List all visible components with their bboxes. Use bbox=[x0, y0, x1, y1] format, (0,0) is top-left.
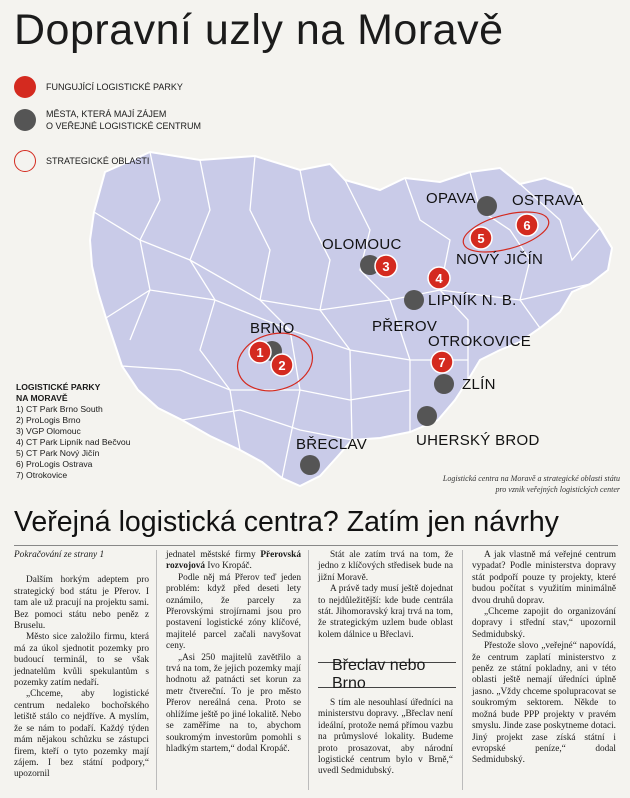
legend-label-cities-line2: O VEŘEJNÉ LOGISTICKÉ CENTRUM bbox=[46, 121, 202, 131]
parks-item: 2) ProLogis Brno bbox=[16, 415, 81, 425]
city-label-zlin: ZLÍN bbox=[462, 376, 496, 393]
city-label-ostrava: OSTRAVA bbox=[512, 192, 584, 209]
parks-item: 7) Otrokovice bbox=[16, 470, 68, 480]
park-marker-6-label: 6 bbox=[523, 218, 531, 233]
paragraph: Město sice založilo firmu, která má za úkol sjednotit pozemky pro budoucí terminál, to se však jednatelům kvůli spekulantům s pozemky zatím nedaří. bbox=[14, 632, 149, 689]
company-name: Přerovská rozvojová bbox=[166, 550, 301, 572]
parks-item: 4) CT Park Lipník nad Bečvou bbox=[16, 437, 131, 447]
city-label-prerov: PŘEROV bbox=[372, 318, 438, 335]
park-marker-2-label: 2 bbox=[278, 358, 286, 373]
red-dot-icon bbox=[14, 76, 36, 98]
paragraph: „Asi 250 majitelů zavětřilo a trvá na tom, že jejich pozemky mají hodnotu až patnácti set korun za metr čtvereční. To je pro město Přerov nereálná cena. Proto se ohlížíme ještě po jiné lokalitě. Nebo se zaměříme na to, abychom soukromým investorům pomohli s hladkým startem,“ dodal Kropáč. bbox=[166, 652, 301, 754]
paragraph: Přestože slovo „veřejné“ napovídá, že centrum zaplatí ministerstvo z peněz ze státní pokladny, ani v této oblasti ještě nemají úředníci úplně jasno. „Vždy chceme spolupracovat se soukromým sektorem. Někde to možná bude PPP projekty v pravém smyslu. Jinde zase poskytneme dotaci. Jiný projekt zase získá státní i evropské peníze,“ dodal Sedmidubský. bbox=[472, 641, 616, 766]
city-dot-breclav bbox=[300, 455, 320, 475]
parks-heading-line2: NA MORAVĚ bbox=[16, 393, 68, 403]
paragraph: „Chceme, aby logistické centrum nedaleko bochořského letiště stálo co nejdříve. A myslím, že se nám to podaří. Každý týden mám nějakou schůzku se zástupci firem, kteří o tyto pozemky mají zájem. I bez státní podpory,“ upozornil bbox=[14, 689, 149, 780]
park-marker-3 bbox=[375, 255, 397, 277]
parks-list bbox=[16, 382, 130, 481]
paragraph bbox=[166, 550, 301, 573]
article-column-1 bbox=[14, 550, 149, 781]
gray-dot-icon bbox=[14, 109, 36, 131]
continued-note: Pokračování ze strany 1 bbox=[14, 550, 105, 560]
article-column-3b bbox=[318, 698, 453, 778]
article-column-3 bbox=[318, 550, 453, 641]
legend-item-parks bbox=[14, 76, 183, 98]
park-marker-6 bbox=[516, 214, 538, 236]
paragraph-part: Ivo Kropáč. bbox=[205, 561, 252, 572]
city-dot-opava bbox=[477, 196, 497, 216]
legend-label-parks: FUNGUJÍCÍ LOGISTICKÉ PARKY bbox=[46, 82, 183, 92]
red-ring-icon bbox=[14, 150, 36, 172]
park-marker-3-label: 3 bbox=[382, 259, 390, 274]
article-column-2 bbox=[166, 550, 301, 755]
paragraph-part: jednatel městské firmy bbox=[166, 550, 261, 560]
paragraph: S tím ale nesouhlasí úředníci na ministerstvu dopravy. „Břeclav není ideální, protože nemá přímou vazbu na průmyslové lokality. Budeme proto prosazovat, aby národní logistické centrum bylo v Brně,“ uvedl Sedmidubský. bbox=[318, 698, 453, 777]
parks-item: 5) CT Park Nový Jičín bbox=[16, 448, 100, 458]
city-dot-uhersky-brod bbox=[417, 406, 437, 426]
caption-line2: pro vznik veřejných logistických center bbox=[495, 484, 620, 494]
park-marker-2 bbox=[271, 354, 293, 376]
paragraph: A právě tady musí ještě dojednat to nejdůležitější: kde bude centrála stát. Jihomoravský kraj trvá na tom, že strategickým uzlem bude oblast kolem dálnice u Břeclavi. bbox=[318, 584, 453, 640]
legend-item-areas bbox=[14, 150, 149, 172]
city-label-lipnik: LIPNÍK N. B. bbox=[428, 292, 517, 309]
parks-item: 1) CT Park Brno South bbox=[16, 404, 103, 414]
column-separator bbox=[156, 550, 157, 790]
park-marker-7-label: 7 bbox=[438, 355, 446, 370]
article-headline: Veřejná logistická centra? Zatím jen návrhy bbox=[14, 506, 559, 538]
paragraph: Podle něj má Přerov teď jeden problém: když před deseti lety oznámilo, že parcely za Přerovskými strojírnami jsou pro postavení logistické zóny klíčové, majitelé parcel začali navyšovat ceny. bbox=[166, 572, 301, 652]
city-label-opava: OPAVA bbox=[426, 190, 476, 207]
page-title: Dopravní uzly na Moravě bbox=[14, 6, 504, 54]
park-marker-1 bbox=[249, 341, 271, 363]
park-marker-7 bbox=[431, 351, 453, 373]
caption-line1: Logistická centra na Moravě a strategické oblasti státu bbox=[442, 474, 620, 483]
column-separator bbox=[308, 550, 309, 790]
city-dot-zlin bbox=[434, 374, 454, 394]
city-label-otrokovice: OTROKOVICE bbox=[428, 333, 532, 350]
park-marker-5-label: 5 bbox=[477, 231, 485, 246]
paragraph: A jak vlastně má veřejné centrum vypadat? Podle ministerstva dopravy stát podpoří pouze ty projekty, které budou počítat s využitím minimálně dvou druhů doprav. bbox=[472, 550, 616, 606]
article-column-4 bbox=[472, 550, 616, 767]
city-label-breclav: BŘECLAV bbox=[296, 436, 368, 453]
map-caption bbox=[402, 474, 620, 495]
subheading-box: Břeclav nebo Brno bbox=[318, 662, 456, 688]
park-marker-4 bbox=[428, 267, 450, 289]
park-marker-5 bbox=[470, 227, 492, 249]
column-separator bbox=[462, 550, 463, 790]
legend-label-cities-line1: MĚSTA, KTERÁ MAJÍ ZÁJEM bbox=[46, 109, 167, 119]
park-marker-1-label: 1 bbox=[256, 345, 264, 360]
city-label-olomouc: OLOMOUC bbox=[322, 236, 402, 253]
parks-heading-line1: LOGISTICKÉ PARKY bbox=[16, 382, 101, 392]
legend-label-areas: STRATEGICKÉ OBLASTI bbox=[46, 156, 150, 166]
city-label-uhersky-brod: UHERSKÝ BROD bbox=[416, 432, 540, 449]
parks-item: 3) VGP Olomouc bbox=[16, 426, 81, 436]
paragraph: „Chceme zapojit do organizování dopravy i střední stav,“ upozornil Sedmidubský. bbox=[472, 607, 616, 640]
paragraph: Dalším horkým adeptem pro strategický bod státu je Přerov. I tam ale už pracují na projektu sami. Bez pomoci státu nebo peněz z Bruselu. bbox=[14, 575, 149, 632]
park-marker-4-label: 4 bbox=[435, 271, 443, 286]
city-dot-lipnik bbox=[404, 290, 424, 310]
paragraph: Stát ale zatím trvá na tom, že jedno z klíčových středisek bude na jižní Moravě. bbox=[318, 550, 453, 583]
legend-label-cities bbox=[46, 108, 201, 132]
city-label-brno: BRNO bbox=[250, 320, 295, 337]
city-label-novy-jicin: NOVÝ JIČÍN bbox=[456, 251, 544, 268]
parks-item: 6) ProLogis Ostrava bbox=[16, 459, 93, 469]
legend-item-cities bbox=[14, 108, 201, 132]
headline-rule bbox=[14, 545, 618, 546]
